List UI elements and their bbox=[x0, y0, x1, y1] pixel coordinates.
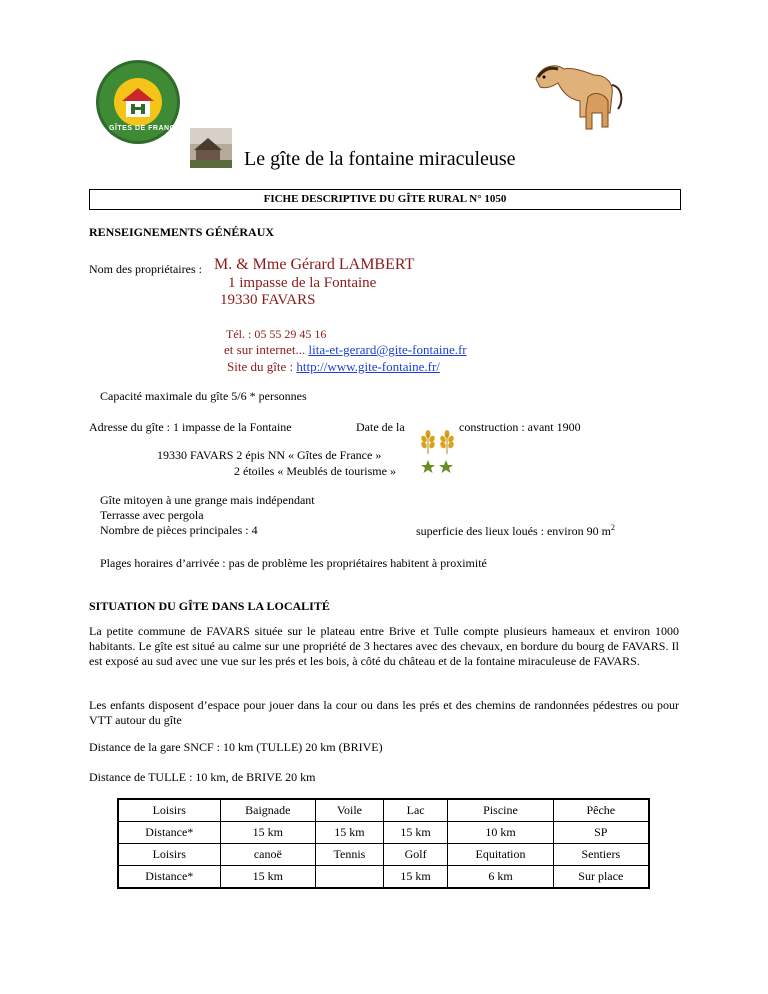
table-cell: Loisirs bbox=[118, 799, 220, 822]
superficie-exponent: 2 bbox=[610, 523, 615, 532]
site-prefix: Site du gîte : bbox=[227, 359, 294, 374]
site-link[interactable]: http://www.gite-fontaine.fr/ bbox=[296, 359, 440, 374]
etoiles-rating: 2 étoiles « Meublés de tourisme » bbox=[234, 464, 396, 478]
situation-heading: SITUATION DU GÎTE DANS LA LOCALITÉ bbox=[89, 599, 330, 613]
table-cell: Piscine bbox=[448, 799, 553, 822]
table-cell: canoë bbox=[220, 844, 316, 866]
table-cell: 15 km bbox=[220, 866, 316, 889]
owners-name: M. & Mme Gérard LAMBERT bbox=[214, 256, 415, 273]
site-line bbox=[227, 359, 440, 375]
horses-illustration bbox=[528, 57, 628, 137]
capacity: Capacité maximale du gîte 5/6 * personnes bbox=[100, 389, 307, 403]
situation-paragraph-1: La petite commune de FAVARS située sur le plateau entre Brive et Tulle compte plusieurs hameaux et environ 1000 habitants. Le gîte est situé au calme sur une propriété de 3 hectares avec des chevaux, en bordure du bourg de FAVARS. Il est exposé au sud avec une vue sur les prés et les bois, à côté du château et de la fontaine miraculeuse de FAVARS. bbox=[89, 624, 679, 668]
table-cell: Lac bbox=[383, 799, 448, 822]
situation-paragraph-2: Les enfants disposent d’espace pour jouer dans la cour ou dans les prés et des chemins de randonnées pédestres ou pour VTT autour du gîte bbox=[89, 698, 679, 727]
owners-address-line2: 19330 FAVARS bbox=[220, 292, 316, 308]
table-row bbox=[118, 844, 649, 866]
table-cell: Golf bbox=[383, 844, 448, 866]
table-cell: Distance* bbox=[118, 866, 220, 889]
superficie-text: superficie des lieux loués : environ 90 m bbox=[416, 524, 611, 538]
gite-address: Adresse du gîte : 1 impasse de la Fontaine bbox=[89, 420, 292, 434]
table-cell: 15 km bbox=[220, 822, 316, 844]
table-cell: SP bbox=[553, 822, 649, 844]
table-cell: Sentiers bbox=[553, 844, 649, 866]
owners-label: Nom des propriétaires : bbox=[89, 262, 202, 276]
stars-icon bbox=[419, 459, 455, 475]
table-cell: 15 km bbox=[383, 822, 448, 844]
internet-line bbox=[224, 342, 467, 358]
table-cell: Pêche bbox=[553, 799, 649, 822]
leisure-table bbox=[117, 798, 650, 889]
table-cell: 15 km bbox=[383, 866, 448, 889]
table-cell: Tennis bbox=[316, 844, 384, 866]
tulle-distance: Distance de TULLE : 10 km, de BRIVE 20 km bbox=[89, 770, 316, 784]
pieces: Nombre de pièces principales : 4 bbox=[100, 523, 258, 537]
email-link[interactable]: lita-et-gerard@gite-fontaine.fr bbox=[308, 342, 467, 357]
gite-photo bbox=[190, 128, 232, 168]
table-cell: Equitation bbox=[448, 844, 553, 866]
construction: construction : avant 1900 bbox=[459, 420, 581, 434]
table-cell bbox=[316, 866, 384, 889]
epis-icon bbox=[419, 430, 457, 454]
date-label: Date de la bbox=[356, 420, 405, 434]
table-row bbox=[118, 822, 649, 844]
arrivee: Plages horaires d’arrivée : pas de problème les propriétaires habitent à proximité bbox=[100, 556, 487, 570]
epis-rating: 19330 FAVARS 2 épis NN « Gîtes de France » bbox=[157, 448, 382, 462]
gites-de-france-logo bbox=[95, 59, 181, 145]
table-cell: Voile bbox=[316, 799, 384, 822]
logo-text: GÎTES DE FRANCE bbox=[109, 125, 181, 132]
table-row bbox=[118, 799, 649, 822]
owners-address-line1: 1 impasse de la Fontaine bbox=[228, 275, 377, 291]
general-heading: RENSEIGNEMENTS GÉNÉRAUX bbox=[89, 225, 275, 239]
mitoyen: Gîte mitoyen à une grange mais indépendant bbox=[100, 493, 315, 507]
terrasse: Terrasse avec pergola bbox=[100, 508, 204, 522]
fiche-title: FICHE DESCRIPTIVE DU GÎTE RURAL N° 1050 bbox=[89, 189, 681, 210]
internet-prefix: et sur internet... bbox=[224, 342, 306, 357]
gare-distance: Distance de la gare SNCF : 10 km (TULLE) 20 km (BRIVE) bbox=[89, 740, 383, 754]
superficie bbox=[416, 523, 615, 539]
table-cell: Loisirs bbox=[118, 844, 220, 866]
table-cell: 10 km bbox=[448, 822, 553, 844]
owners-tel: Tél. : 05 55 29 45 16 bbox=[226, 327, 327, 341]
table-cell: 6 km bbox=[448, 866, 553, 889]
table-row bbox=[118, 866, 649, 889]
table-cell: Baignade bbox=[220, 799, 316, 822]
page-title: Le gîte de la fontaine miraculeuse bbox=[244, 148, 516, 170]
table-cell: 15 km bbox=[316, 822, 384, 844]
table-cell: Sur place bbox=[553, 866, 649, 889]
table-cell: Distance* bbox=[118, 822, 220, 844]
